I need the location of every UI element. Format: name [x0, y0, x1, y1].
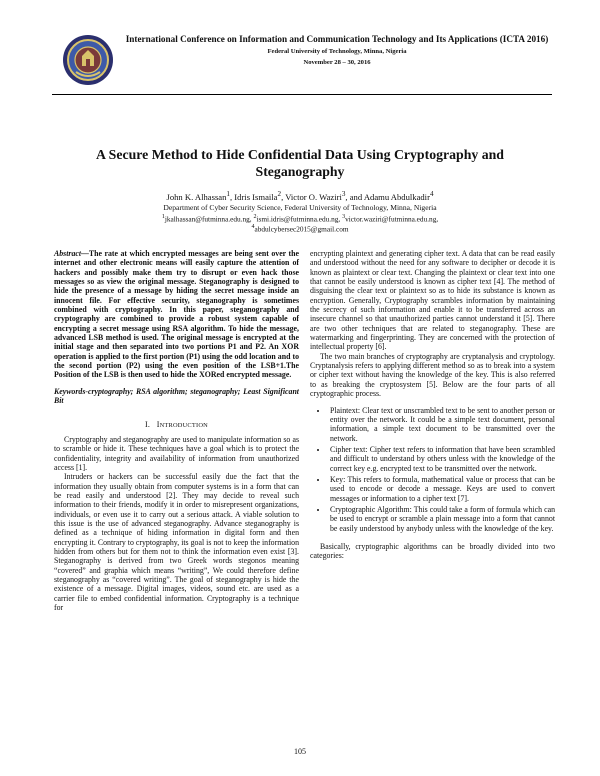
abstract [54, 249, 299, 380]
left-column [54, 249, 299, 612]
author-email[interactable]: victor.waziri@futminna.edu.ng, [345, 214, 439, 224]
conference-university: Federal University of Technology, Minna, Nigeria [267, 48, 407, 55]
conference-name: International Conference on Information and Communication Technology and Its Applications (ICTA 2016) [125, 34, 549, 44]
author-name: John K. Alhassan [166, 191, 227, 202]
list-item: • Key: This refers to formula, mathematical value or process that can be used to encode or decode a message. Keys are used to convert messages or information to a cipher text [7]. [328, 475, 555, 503]
affiliation: Department of Cyber Security Science, Federal University of Technology, Minna, Nigeria [163, 203, 437, 212]
author-name: Adamu Abdulkadir [363, 191, 430, 202]
list-item: • Cryptographic Algorithm: This could take a form of formula which can be used to encrypt or scramble a plain message into a form that cannot be easily understood by anybody unless with the knowledge of the key. [328, 505, 555, 533]
author-name: Idris Ismaila [234, 191, 278, 202]
author-email[interactable]: jkalhassan@futminna.edu.ng, [164, 214, 252, 224]
affiliation-block [60, 203, 540, 234]
list-item: • Cipher text: Cipher text refers to information that have been scrambled and difficult to understand by others unless with the knowledge of the correct key e.g. encrypted text to be transmitted over the network. [328, 445, 555, 473]
right-column [310, 249, 555, 561]
keywords: Keywords-cryptography; RSA algorithm; steganography; Least Significant Bit [54, 386, 299, 406]
abstract-text: —The rate at which encrypted messages are being sent over the internet and other electronic means will easily capture the attention of hackers and possibly make them try to disrupt or even hack those messages so as view the original message. Steganography is designed to hide the presence of a message by hiding the secret message inside an innocent file. For effective security, steganography is sometimes combined with cryptography. In this paper, steganography and cryptography are combined to provide a robust system capable of encrypting a secret message using RSA algorithm. To hide the message, advanced LSB method is used. The original message is encrypted at the initial stage and then separated into two portions P1 and P2. An XOR operation is applied to the first portion (P1) using the odd location and to the second portion (P2) using the even position of the LSB+1.The Position of the LSB is then used to hide the XORed encrypted message. [54, 249, 299, 380]
university-crest-icon [62, 34, 114, 86]
conference-header [52, 30, 552, 98]
paper-title: A Secure Method to Hide Confidential Data Using Cryptography and Steganography [96, 147, 504, 179]
conference-dates: November 28 – 30, 2016 [303, 59, 371, 66]
author-email[interactable]: abdulcybersec2015@gmail.com [254, 224, 349, 234]
section-heading: I. INTRODUCTION [145, 419, 208, 429]
paragraph: Intruders or hackers can be successful easily due the fact that the information they usually obtain from computer systems is in a form that can be read easily and understood [2]. They may decide to reveal such information to their friends, modify it in order to misrepresent organizations, individuals, or even use it to carry out a serious attack. A viable solution to this issue is the use of advanced steganography. Advance steganography is defined as a technique of hiding information in digital form and then encrypting it. Contrary to cryptography, its goal is not to keep the information hidden from others but for them not to think the information even exist [3]. Steganography is derived from two Greek words stegonos meaning “covered” and graphia which means “writing”, We could therefore define steganography as “covered writing”. The goal of steganography is hide the existence of a message. Digital images, videos, sound etc. are used as a carrier file to embed confidential information. Cryptography is a technique for [54, 472, 299, 613]
paragraph: The two main branches of cryptography are cryptanalysis and cryptology. Cryptanalysis refers to applying different method so as to break into a system or cipher text without having the knowledge of the key. This is also referred to as breaking the cryptosystem [5]. Below are the four parts of all cryptographic process. [310, 351, 555, 399]
header-divider [52, 94, 552, 95]
page-number: 105 [294, 747, 306, 756]
author-email[interactable]: ismi.idris@futminna.edu.ng, [256, 214, 341, 224]
bullet-list [310, 406, 555, 533]
abstract-label: Abstract [54, 249, 82, 258]
list-item: • Plaintext: Clear text or unscrambled text to be sent to another person or entity over the network. It could be a simple text document, personal information, a simple text document to be transmitted over the network. [328, 406, 555, 443]
paragraph: Basically, cryptographic algorithms can be broadly divided into two categories: [310, 541, 555, 561]
author-name: Victor O. Waziri [285, 191, 342, 202]
email-list: $^1$jkalhassan@futminna.edu.ng, $^2$ismi.idris@futminna.edu.ng, $^3$victor.waziri@futminna.edu.ng, $^4$abdulcybersec2015@gmail.com [161, 213, 439, 234]
author-list: John K. Alhassan$^1$, Idris Ismaila$^2$, Victor O. Waziri$^3$, and Adamu Abdulkadir$^4$ [166, 190, 434, 202]
paragraph: encrypting plaintext and generating cipher text. A data that can be read easily and understood without the need for any software to decipher or decode it is known as plaintext or clear text. Changing the plaintext or clear text into one that cannot be easily understood is known as cipher text [4]. The method of disguising the clear text or plaintext so as to hide its substance is known as encryption. Generally, Cryptography scrambles information by maintaining the secrecy of such information and enable it to be transferred across an insecure channel so that unauthorized parties cannot understand it [5]. There are two other techniques that are related to steganography. These are watermarking and fingerprinting. They are concerned with the protection of intellectual property [6]. [310, 249, 555, 352]
paragraph: Cryptography and steganography are used to manipulate information so as to scramble or hide it. These techniques have a goal which is to protect the confidentiality, integrity and availability of information from unauthorized access [1]. [54, 434, 299, 472]
